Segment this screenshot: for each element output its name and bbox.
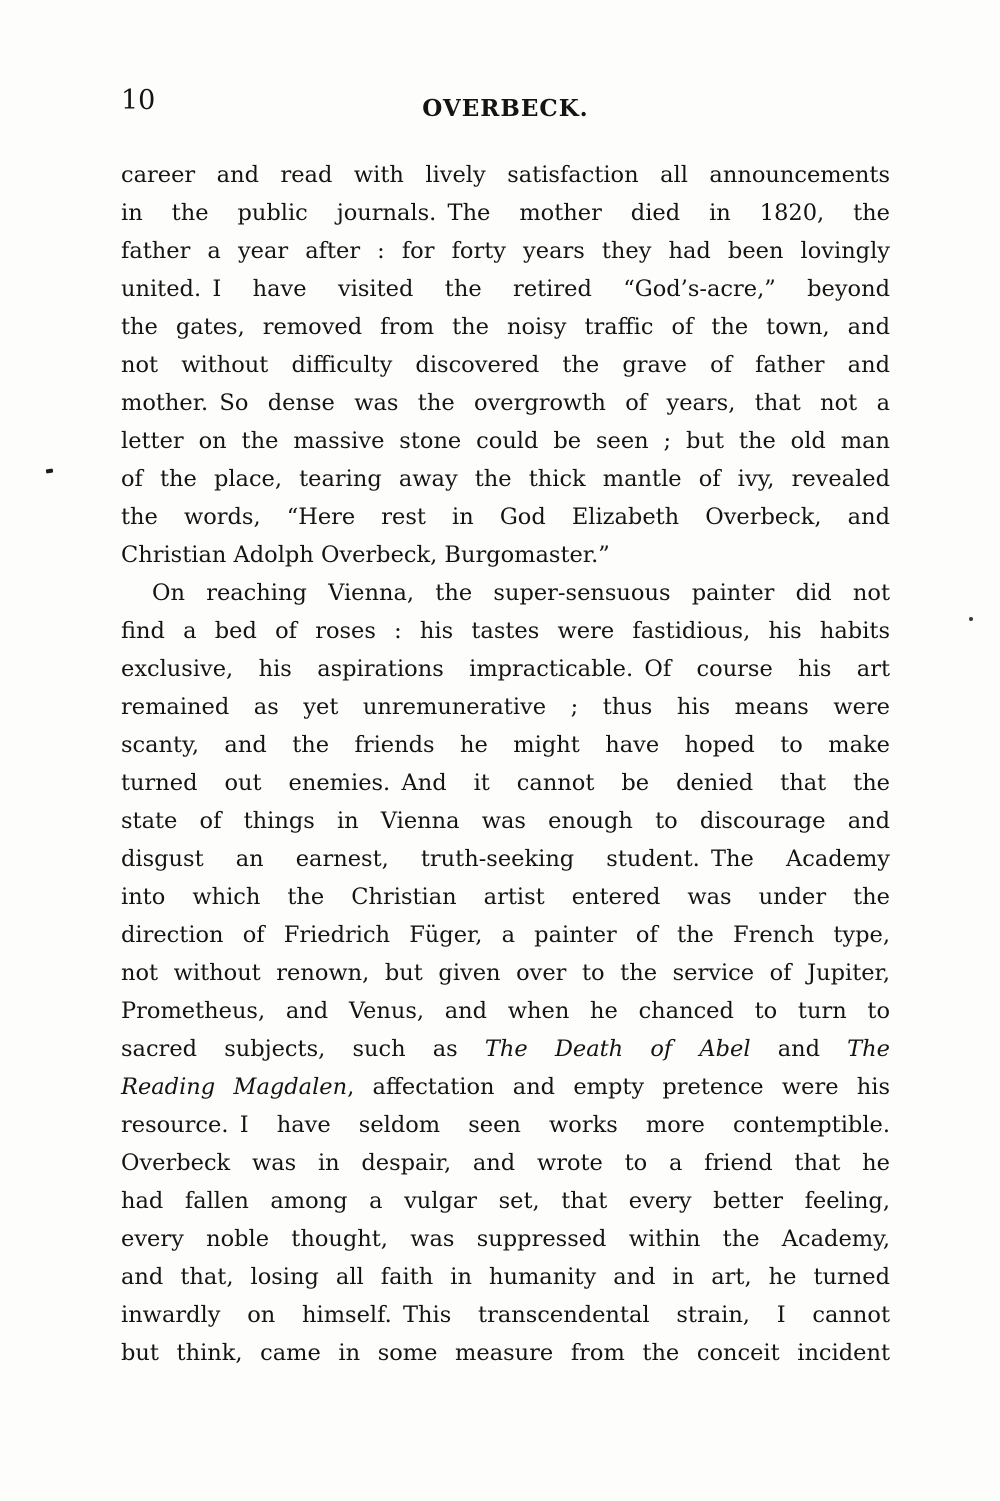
page-number: 10 <box>121 85 156 116</box>
text-segment: Christian Adolph Overbeck, Burgomaster.” <box>121 542 610 568</box>
text-segment: not without difficulty discovered the grave of father and <box>121 352 890 378</box>
text-segment: not without renown, but given over to the service of Jupiter, <box>121 960 890 986</box>
text-segment: father a year after : for forty years they had been lovingly <box>121 238 890 264</box>
ink-speck <box>969 617 973 621</box>
text-segment: Overbeck was in despair, and wrote to a friend that he <box>121 1150 890 1176</box>
text-line <box>121 536 890 574</box>
text-segment: direction of Friedrich Füger, a painter of the French type, <box>121 922 890 948</box>
text-line <box>121 1258 890 1296</box>
text-segment: sacred subjects, such as <box>121 1036 485 1062</box>
text-segment: remained as yet unremunerative ; thus his means were <box>121 694 890 720</box>
text-line <box>121 1068 890 1106</box>
text-line <box>121 574 890 612</box>
text-line <box>121 232 890 270</box>
text-segment: On reaching Vienna, the super-sensuous painter did not <box>152 580 890 606</box>
running-header: OVERBECK. <box>422 95 589 122</box>
text-line <box>121 650 890 688</box>
text-segment: letter on the massive stone could be seen ; but the old man <box>121 428 890 454</box>
text-segment: exclusive, his aspirations impracticable. Of course his art <box>121 656 890 682</box>
text-line <box>121 384 890 422</box>
text-segment: resource. I have seldom seen works more contemptible. <box>121 1112 890 1138</box>
text-line <box>121 270 890 308</box>
text-segment: inwardly on himself. This transcendental strain, I cannot <box>121 1302 890 1328</box>
text-segment: scanty, and the friends he might have hoped to make <box>121 732 890 758</box>
page-body <box>121 156 890 1372</box>
text-segment: career and read with lively satisfaction all announcements <box>121 162 890 188</box>
text-line <box>121 916 890 954</box>
text-segment: of the place, tearing away the thick mantle of ivy, revealed <box>121 466 890 492</box>
text-line <box>121 346 890 384</box>
text-line <box>121 194 890 232</box>
text-segment: had fallen among a vulgar set, that every better feeling, <box>121 1188 890 1214</box>
text-line <box>121 1334 890 1372</box>
text-line <box>121 840 890 878</box>
text-line <box>121 1182 890 1220</box>
text-segment: find a bed of roses : his tastes were fastidious, his habits <box>121 618 890 644</box>
text-line <box>121 498 890 536</box>
text-line <box>121 1296 890 1334</box>
text-segment: Prometheus, and Venus, and when he chanced to turn to <box>121 998 890 1024</box>
text-line <box>121 612 890 650</box>
text-segment: every noble thought, was suppressed within the Academy, <box>121 1226 890 1252</box>
text-segment: mother. So dense was the overgrowth of years, that not a <box>121 390 890 416</box>
text-segment: into which the Christian artist entered was under the <box>121 884 890 910</box>
text-line <box>121 1144 890 1182</box>
text-segment: The Death of Abel <box>484 1036 751 1062</box>
text-segment: united. I have visited the retired “God’s-acre,” beyond <box>121 276 890 302</box>
text-segment: Reading Magdalen <box>121 1074 348 1100</box>
text-segment: the words, “Here rest in God Elizabeth Overbeck, and <box>121 504 890 530</box>
text-line <box>121 878 890 916</box>
text-segment: and that, losing all faith in humanity and in art, he turned <box>121 1264 890 1290</box>
text-segment: but think, came in some measure from the conceit incident <box>121 1340 890 1366</box>
text-line <box>121 308 890 346</box>
text-segment: state of things in Vienna was enough to discourage and <box>121 808 890 834</box>
text-line <box>121 802 890 840</box>
text-line <box>121 726 890 764</box>
ink-speck <box>46 469 53 474</box>
text-line <box>121 422 890 460</box>
text-line <box>121 954 890 992</box>
text-line <box>121 1030 890 1068</box>
text-line <box>121 688 890 726</box>
text-segment: disgust an earnest, truth-seeking student. The Academy <box>121 846 890 872</box>
text-line <box>121 764 890 802</box>
text-line <box>121 156 890 194</box>
text-segment: turned out enemies. And it cannot be denied that the <box>121 770 890 796</box>
text-segment: the gates, removed from the noisy traffic of the town, and <box>121 314 890 340</box>
text-segment: in the public journals. The mother died in 1820, the <box>121 200 890 226</box>
text-segment: , affectation and empty pretence were his <box>347 1074 890 1100</box>
text-segment: and <box>750 1036 848 1062</box>
text-line <box>121 1220 890 1258</box>
text-segment: The <box>847 1036 890 1062</box>
text-line <box>121 460 890 498</box>
text-line <box>121 1106 890 1144</box>
text-line <box>121 992 890 1030</box>
